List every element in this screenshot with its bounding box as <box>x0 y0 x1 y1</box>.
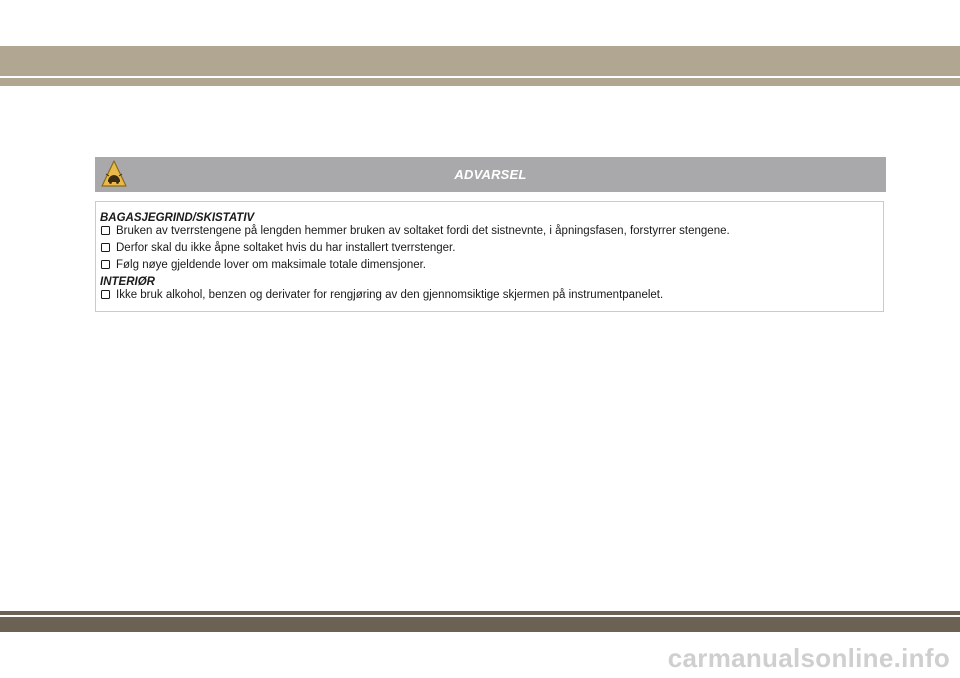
list-item-text: Derfor skal du ikke åpne soltaket hvis du har installert tverrstenger. <box>116 242 456 254</box>
bottom-decorative-band <box>0 617 960 632</box>
warning-body <box>95 201 884 312</box>
list-item-text: Følg nøye gjeldende lover om maksimale totale dimensjoner. <box>116 259 427 271</box>
bottom-decorative-line <box>0 611 960 615</box>
list-item-text: Bruken av tverrstengene på lengden hemmer bruken av soltaket fordi det sistnevnte, i åpningsfasen, forstyrrer stengene. <box>116 225 730 237</box>
warning-header <box>95 157 886 192</box>
checkbox-bullet-icon <box>101 290 110 299</box>
list-item <box>100 288 883 302</box>
watermark: carmanualsonline.info <box>667 643 950 673</box>
list-item-text: Ikke bruk alkohol, benzen og derivater for rengjøring av den gjennomsiktige skjermen på instrumentpanelet. <box>116 289 664 301</box>
section-heading-interior: INTERIØR <box>100 276 155 288</box>
list-item <box>100 241 883 255</box>
checkbox-bullet-icon <box>101 243 110 252</box>
list-item <box>100 258 883 272</box>
list-item <box>100 224 883 238</box>
checkbox-bullet-icon <box>101 226 110 235</box>
checkbox-bullet-icon <box>101 260 110 269</box>
top-decorative-band <box>0 46 960 76</box>
section-heading-roof-rack: BAGASJEGRIND/SKISTATIV <box>100 212 255 224</box>
top-decorative-line <box>0 78 960 86</box>
warning-title: ADVARSEL <box>454 167 527 182</box>
